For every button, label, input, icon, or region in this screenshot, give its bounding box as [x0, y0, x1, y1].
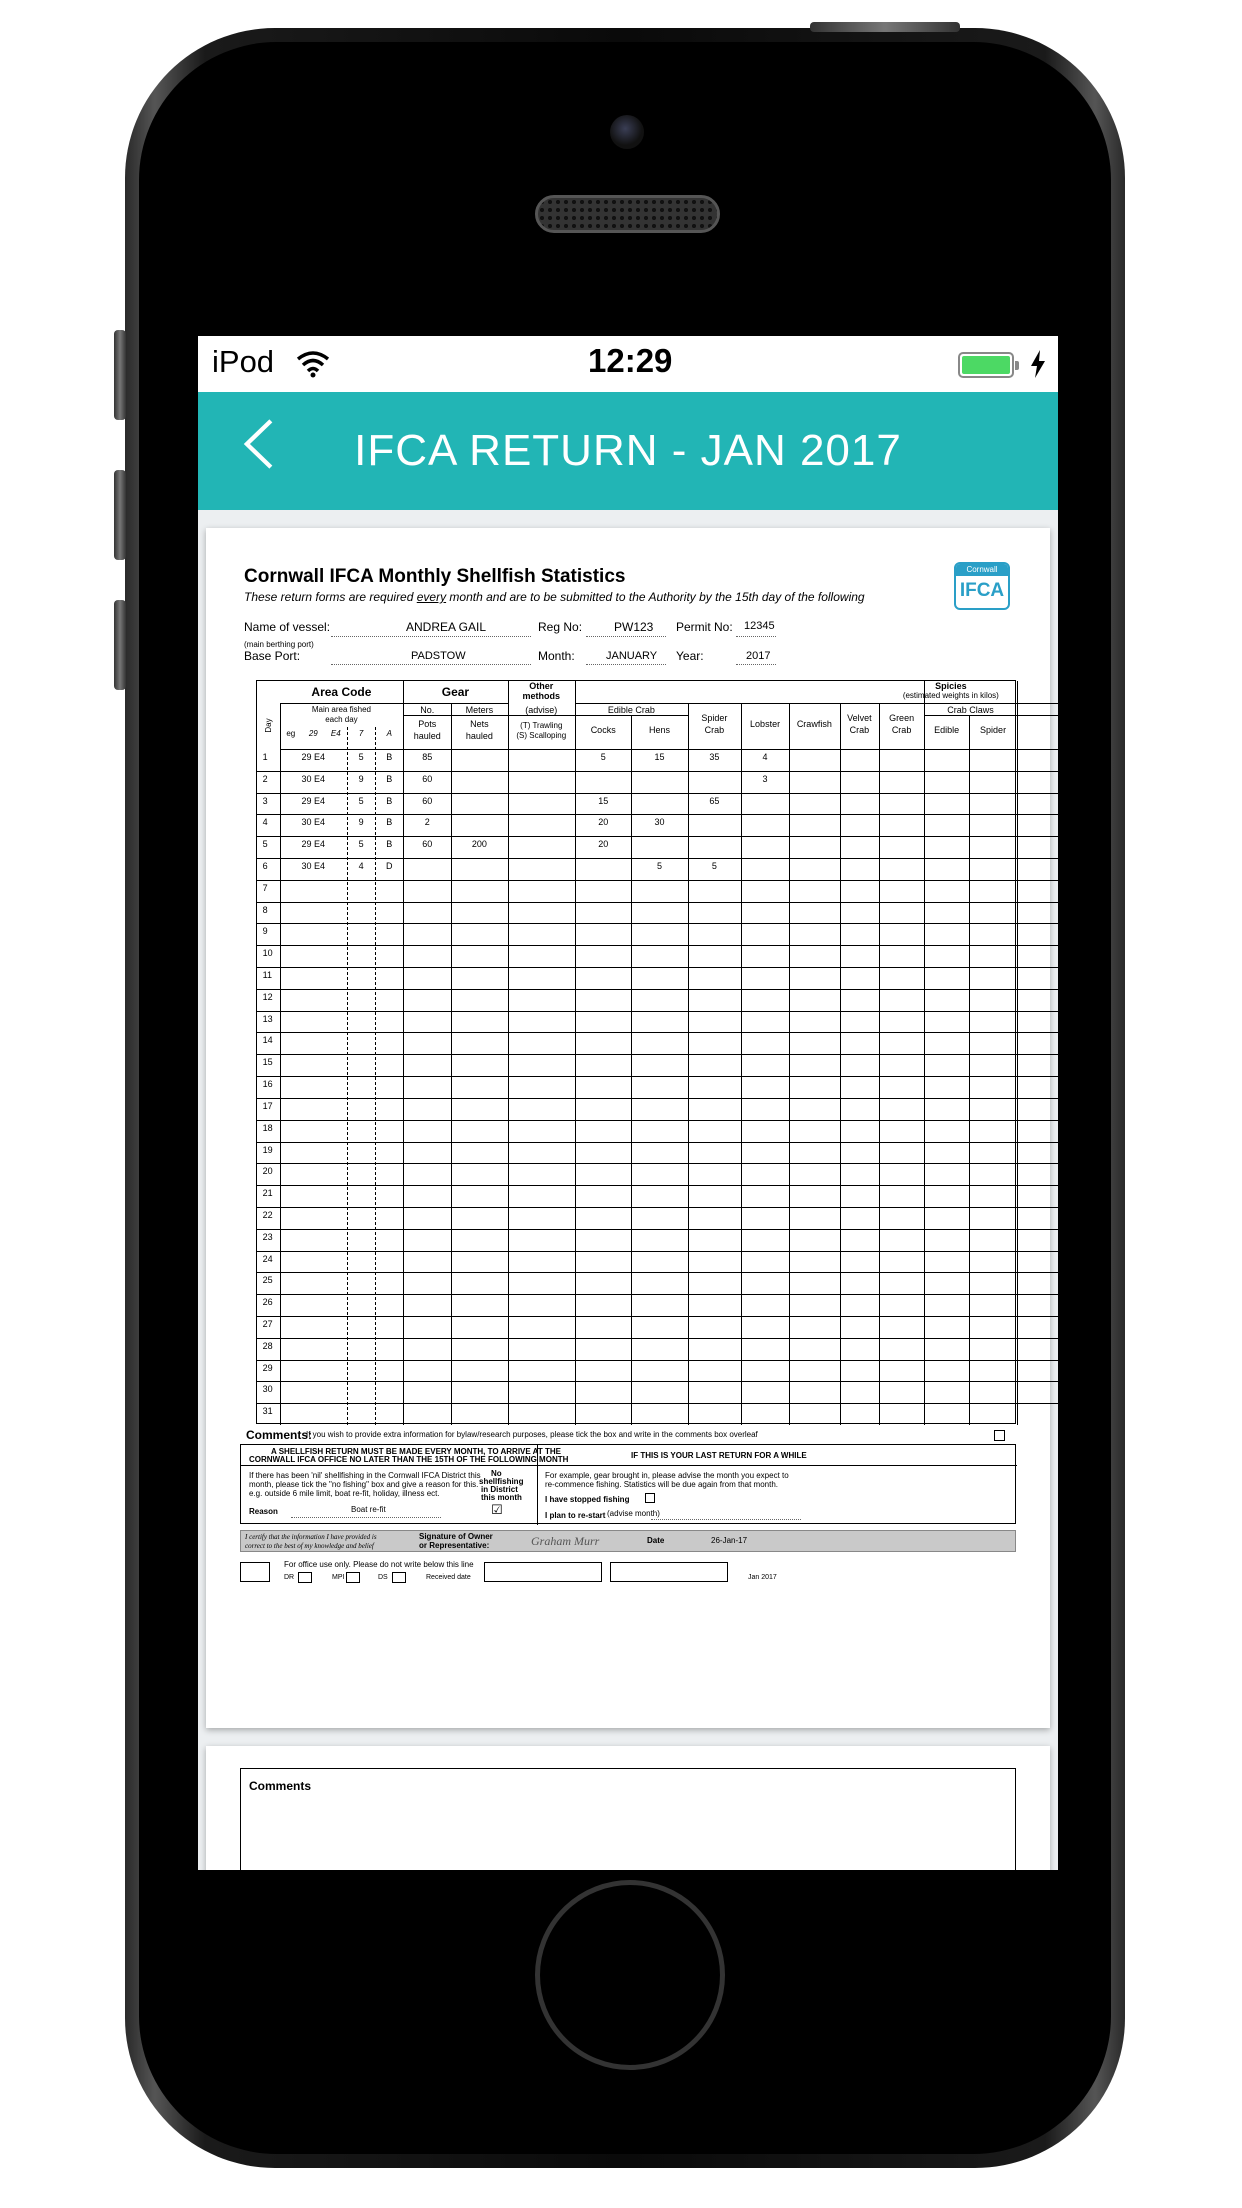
day-number: 28 [262, 1340, 273, 1351]
day-number: 27 [262, 1318, 273, 1329]
day-number: 6 [262, 861, 268, 872]
charging-bolt-icon [1030, 350, 1046, 378]
no-fishing-line-3: in District [481, 1485, 518, 1494]
mpi-box [346, 1572, 360, 1583]
table-cell: D [386, 861, 393, 872]
table-cell: 30 E4 [301, 861, 326, 872]
comments-note: If you wish to provide extra information for bylaw/research purposes, please tick the box and write in the comments box overleaf [306, 1430, 758, 1439]
day-number: 20 [262, 1166, 273, 1177]
header-h-spider2: Crab [704, 725, 725, 735]
month-value: JANUARY [606, 650, 658, 662]
table-cell: 85 [422, 752, 433, 762]
table-cell: 20 [598, 839, 609, 850]
form-footer: Jan 2017 [748, 1574, 777, 1581]
signature-label-2: or Representative: [419, 1541, 490, 1550]
office-box-2 [610, 1562, 728, 1582]
table-cell: 60 [422, 795, 433, 806]
reason-value: Boat re-fit [351, 1505, 386, 1514]
table-cell: B [386, 795, 393, 806]
header-h-crab-claws: Crab Claws [947, 705, 994, 715]
table-cell: 200 [471, 839, 487, 850]
wifi-icon [296, 350, 330, 378]
day-number: 19 [262, 1144, 273, 1155]
day-number: 26 [262, 1297, 273, 1308]
header-h-main2: each day [325, 715, 358, 724]
table-cell: 5 [711, 861, 717, 872]
stopped-fishing-checkbox[interactable] [645, 1493, 655, 1503]
header-h-lobster: Lobster [750, 719, 781, 729]
no-fishing-checkbox[interactable]: ☑ [491, 1503, 503, 1518]
date-value: 26-Jan-17 [711, 1536, 748, 1545]
permit-label: Permit No: [676, 620, 733, 634]
example-line-2: re-commence fishing. Statistics will be due again from that month. [545, 1480, 778, 1489]
table-cell: 9 [358, 773, 364, 784]
table-cell: 29 E4 [301, 795, 326, 806]
header-h-day: Day [263, 718, 273, 733]
year-value: 2017 [746, 650, 771, 662]
day-number: 22 [262, 1209, 273, 1220]
office-note: For office use only. Please do not write below this line [284, 1560, 474, 1569]
must-line-2: CORNWALL IFCA OFFICE NO LATER THAN THE 15TH OF THE FOLLOWING MONTH [249, 1455, 569, 1464]
table-cell: 30 E4 [301, 817, 326, 828]
table-cell: 5 [656, 861, 662, 872]
volume-down-button [114, 600, 126, 690]
header-h-trawl: (T) Trawling [520, 721, 563, 730]
table-cell: 20 [598, 817, 609, 828]
header-h-advise: (advise) [525, 705, 558, 715]
table-cell: 5 [600, 752, 606, 762]
mpi-label: MPI [332, 1574, 345, 1581]
header-h-hens: Hens [648, 725, 670, 735]
year-label: Year: [676, 649, 704, 663]
header-h-nets1: Nets [470, 719, 489, 729]
header-h-meters: Meters [465, 705, 494, 715]
header-h-main1: Main area fished [311, 705, 372, 714]
table-cell: 5 [358, 752, 364, 762]
header-h-green1: Green [889, 713, 915, 723]
day-number: 7 [262, 882, 268, 893]
day-number: 29 [262, 1362, 273, 1373]
day-number: 5 [262, 839, 268, 850]
front-camera [610, 115, 644, 149]
date-label: Date [647, 1536, 665, 1545]
ifca-logo: Cornwall IFCA [954, 562, 1010, 610]
header-h-pots2: hauled [413, 731, 441, 741]
vessel-label: Name of vessel: [244, 620, 331, 634]
header-h-velvet2: Crab [849, 725, 870, 735]
port-label: Base Port: [244, 649, 301, 663]
certify-line-1: I certify that the information I have provided is [245, 1533, 377, 1541]
header-h-7: 7 [358, 729, 364, 738]
table-cell: B [386, 752, 393, 762]
earpiece-speaker [535, 195, 720, 233]
comments-page-label: Comments [249, 1779, 312, 1793]
table-cell: 29 E4 [301, 839, 326, 850]
table-cell: 30 [654, 817, 665, 828]
table-cell: 15 [654, 752, 665, 762]
reason-label: Reason [249, 1507, 278, 1516]
day-number: 11 [262, 970, 272, 981]
day-number: 10 [262, 948, 273, 959]
table-cell: 30 E4 [301, 773, 326, 784]
comments-page[interactable] [206, 1746, 1050, 1870]
silent-switch [114, 330, 126, 420]
battery-icon [958, 352, 1014, 378]
page-title: IFCA RETURN - JAN 2017 [354, 426, 902, 475]
table-cell: 60 [422, 839, 433, 850]
day-number: 18 [262, 1122, 273, 1133]
nil-line-1: If there has been 'nil' shellfishing in the Cornwall IFCA District this [249, 1471, 481, 1480]
dr-box [298, 1572, 312, 1583]
home-button[interactable] [535, 1880, 725, 2070]
last-return-heading: IF THIS IS YOUR LAST RETURN FOR A WHILE [631, 1451, 807, 1460]
table-cell: 29 E4 [301, 752, 326, 762]
comments-checkbox[interactable] [994, 1430, 1005, 1441]
permit-value: 12345 [744, 620, 775, 632]
ds-label: DS [378, 1574, 388, 1581]
day-number: 30 [262, 1384, 273, 1395]
advise-month-note: (advise month) [607, 1509, 660, 1518]
day-number: 25 [262, 1275, 273, 1286]
certify-line-2: correct to the best of my knowledge and belief [245, 1542, 374, 1550]
clock: 12:29 [588, 342, 673, 379]
day-number: 1 [262, 752, 268, 762]
received-date-label: Received date [426, 1574, 471, 1581]
table-cell: B [386, 839, 393, 850]
nil-line-2: month, please tick the "no fishing" box and give a reason for this. [249, 1480, 479, 1489]
received-date-box [484, 1562, 602, 1582]
dr-label: DR [284, 1574, 295, 1581]
month-label: Month: [538, 649, 575, 663]
table-cell: 3 [762, 773, 768, 784]
header-h-velvet1: Velvet [847, 713, 872, 723]
day-number: 13 [262, 1013, 273, 1024]
header-h-a: A [386, 729, 392, 738]
header-h-pots1: Pots [418, 719, 437, 729]
no-fishing-line-2: shellfishing [479, 1477, 524, 1486]
day-number: 16 [262, 1079, 273, 1090]
berth-note: (main berthing port) [244, 640, 314, 649]
signature-value: Graham Murr [531, 1534, 600, 1548]
port-value: PADSTOW [411, 650, 466, 662]
day-number: 17 [262, 1100, 273, 1111]
header-h-est: (estimated weights in kilos) [902, 691, 999, 700]
day-number: 2 [262, 773, 268, 784]
status-bar [198, 336, 1058, 392]
no-fishing-line-4: this month [481, 1493, 522, 1502]
nav-bar [198, 392, 1058, 510]
header-h-eg: eg [286, 729, 296, 738]
header-h-area: Area Code [311, 685, 372, 699]
day-number: 4 [262, 817, 268, 828]
restart-label: I plan to re-start [545, 1511, 606, 1520]
day-number: 9 [262, 926, 268, 937]
header-h-nets2: hauled [465, 731, 493, 741]
day-number: 23 [262, 1231, 273, 1242]
header-h-cocks: Cocks [590, 725, 616, 735]
must-line-1: A SHELLFISH RETURN MUST BE MADE EVERY MONTH, TO ARRIVE AT THE [271, 1447, 561, 1456]
header-h-29: 29 [308, 729, 318, 738]
return-form-page[interactable] [206, 528, 1050, 1728]
day-number: 24 [262, 1253, 273, 1264]
comments-label: Comments: [246, 1428, 313, 1442]
comments-box[interactable] [240, 1768, 1016, 1870]
form-title: Cornwall IFCA Monthly Shellfish Statistics [244, 566, 626, 587]
table-cell: 9 [358, 817, 364, 828]
header-h-other1: Other [529, 681, 554, 691]
table-cell: 60 [422, 773, 433, 784]
header-h-e4: E4 [330, 729, 341, 738]
table-cell: 15 [598, 795, 609, 806]
volume-up-button [114, 470, 126, 560]
sleep-button [810, 22, 960, 32]
table-cell: 5 [358, 839, 364, 850]
table-cell: B [386, 773, 393, 784]
header-h-edible-crab: Edible Crab [607, 705, 655, 715]
header-h-no: No. [420, 705, 435, 715]
header-h-spicies: Spicies [935, 681, 967, 691]
carrier-label: iPod [212, 344, 275, 379]
day-number: 21 [262, 1188, 273, 1199]
no-fishing-line-1: No [491, 1469, 502, 1478]
vessel-value: ANDREA GAIL [406, 620, 487, 634]
day-number: 14 [262, 1035, 273, 1046]
day-number: 3 [262, 795, 268, 806]
day-number: 31 [262, 1406, 273, 1417]
day-number: 15 [262, 1057, 273, 1068]
day-number: 8 [262, 904, 268, 915]
header-h-spider1: Spider [701, 713, 728, 723]
screen [198, 336, 1058, 1870]
office-box-1 [240, 1562, 270, 1582]
table-cell: 35 [709, 752, 720, 762]
stopped-fishing-label: I have stopped fishing [545, 1495, 630, 1504]
certification-bar [240, 1530, 1016, 1552]
header-h-green2: Crab [891, 725, 912, 735]
nil-return-section [240, 1444, 1016, 1524]
header-h-spiderc: Spider [980, 725, 1007, 735]
header-h-edible: Edible [934, 725, 960, 735]
signature-label-1: Signature of Owner [419, 1532, 493, 1541]
table-cell: 2 [424, 817, 430, 828]
table-cell: B [386, 817, 393, 828]
reg-label: Reg No: [538, 620, 583, 634]
example-line-1: For example, gear brought in, please advise the month you expect to [545, 1471, 789, 1480]
reg-value: PW123 [614, 620, 654, 634]
shellfish-stats-table [256, 680, 1016, 1424]
header-h-crawfish: Crawfish [796, 719, 832, 729]
form-subtitle: These return forms are required every month and are to be submitted to the Authority by the 15th day of the following [244, 590, 865, 604]
table-cell: 4 [358, 861, 364, 872]
table-cell: 65 [709, 795, 720, 806]
nil-line-3: e.g. outside 6 mile limit, boat re-fit, holiday, illness ect. [249, 1489, 440, 1498]
header-h-gear: Gear [441, 685, 470, 699]
header-h-other2: methods [522, 691, 561, 701]
header-h-scallop: (S) Scalloping [516, 731, 567, 740]
day-number: 12 [262, 991, 273, 1002]
ds-box [392, 1572, 406, 1583]
table-cell: 5 [358, 795, 364, 806]
table-cell: 4 [762, 752, 768, 762]
